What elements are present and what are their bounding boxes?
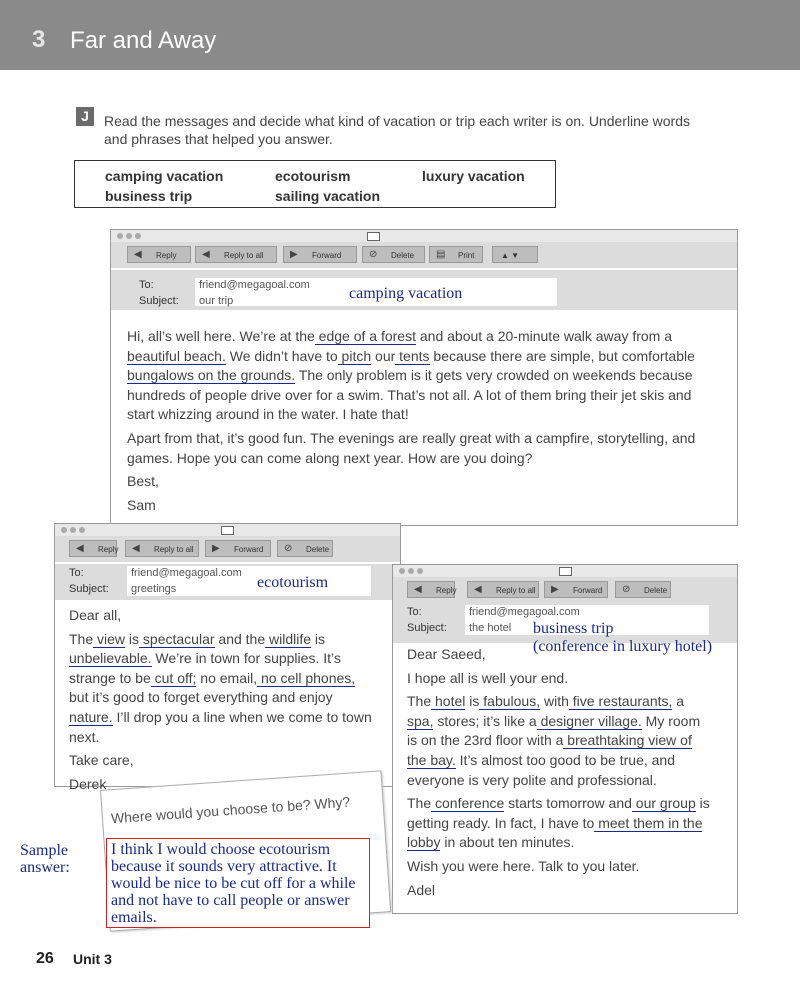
window-dot-icon — [79, 527, 85, 533]
delete-button[interactable]: ⊘ Delete — [615, 581, 671, 598]
subject-value: the hotel — [469, 622, 512, 634]
handwritten-answer-line2: (conference in luxury hotel) — [533, 638, 713, 655]
email-window-sam — [110, 229, 738, 526]
unit-number: 3 — [32, 26, 46, 53]
word-luxury-vacation: luxury vacation — [422, 168, 525, 184]
delete-button[interactable]: ⊘ Delete — [277, 540, 333, 557]
envelope-icon — [221, 526, 234, 535]
signature: Sam — [127, 496, 156, 513]
subject-label: Subject: — [139, 295, 179, 307]
delete-icon: ⊘ — [284, 543, 293, 554]
to-value: friend@megagoal.com — [131, 567, 242, 579]
forward-icon: ▶ — [290, 249, 298, 260]
sample-answer-label: Sample answer: — [20, 842, 70, 876]
email-toolbar — [111, 242, 737, 268]
delete-icon: ⊘ — [369, 249, 378, 260]
to-value: friend@megagoal.com — [199, 279, 310, 291]
email-toolbar — [55, 536, 400, 562]
email-body — [69, 606, 375, 798]
reply-icon: ◀ — [76, 543, 84, 554]
delete-icon: ⊘ — [622, 584, 631, 595]
body-paragraph: Wish you were here. Talk to you later. — [407, 857, 640, 874]
word-business-trip: business trip — [105, 188, 193, 204]
reply-all-icon: ◀ — [132, 543, 140, 554]
to-label: To: — [139, 279, 154, 291]
word-ecotourism: ecotourism — [275, 168, 351, 184]
subject-label: Subject: — [69, 583, 109, 595]
word-camping-vacation: camping vacation — [105, 168, 224, 184]
reply-all-button[interactable]: ◀ Reply to all — [195, 246, 277, 263]
delete-button[interactable]: ⊘ Delete — [362, 246, 425, 263]
to-label: To: — [69, 567, 84, 579]
reply-icon: ◀ — [414, 584, 422, 595]
question-text: Where would you choose to be? Why? — [110, 793, 351, 827]
email-body — [407, 645, 713, 904]
unit-title: Far and Away — [70, 27, 217, 54]
window-dot-icon — [408, 568, 414, 574]
body-paragraph: The view is spectacular and the wildlife is unbelievable. We’re in town for supplies. It’s strange to be cut off; no email, no cell phones, but it’s good to forget everything and enjoy nature. I’ll drop you a line when we come to town next. — [69, 630, 372, 745]
body-paragraph: Hi, all’s well here. We’re at the edge of a forest and about a 20-minute walk away from a beautiful beach. We didn’t have to pitch our tents because there are simple, but comfortable bungalows on the grounds. The only problem is it gets very crowded on weekends because hundreds of people drive over for a swim. That’s not all. A lot of them bring their jet skis and start whizzing around in the water. I hate that! — [127, 328, 695, 423]
exercise-instruction: Read the messages and decide what kind of vacation or trip each writer is on. Underline words and phrases that helped you answer. — [104, 113, 690, 147]
window-dot-icon — [61, 527, 67, 533]
envelope-icon — [559, 567, 572, 576]
window-dot-icon — [399, 568, 405, 574]
body-paragraph: The hotel is fabulous, with five restaurants, a spa, stores; it’s like a designer village. My room is on the 23rd floor with a breathtaking view of the bay. It’s almost too good to be true, and everyone is very polite and professional. — [407, 693, 701, 788]
subject-label: Subject: — [407, 622, 447, 634]
closing: Take care, — [69, 752, 134, 769]
email-toolbar — [393, 577, 737, 603]
body-paragraph: The conference starts tomorrow and our group is getting ready. In fact, I have to meet them in the lobby in about ten minutes. — [407, 795, 710, 851]
print-button[interactable]: ▤ Print — [429, 246, 483, 263]
sample-answer-text: I think I would choose ecotourism because it sounds very attractive. It would be nice to be cut off for a while and not have to call people or answer emails. — [111, 841, 356, 926]
forward-icon: ▶ — [551, 584, 559, 595]
reply-all-icon: ◀ — [202, 249, 210, 260]
footer-unit-label: Unit 3 — [73, 951, 112, 967]
reply-all-icon: ◀ — [474, 584, 482, 595]
handwritten-answer: ecotourism — [257, 574, 329, 591]
email-body — [127, 327, 717, 519]
forward-button[interactable]: ▶ Forward — [544, 581, 608, 598]
handwritten-answer-line1: business trip — [533, 620, 614, 637]
email-window-derek — [54, 523, 401, 792]
to-label: To: — [407, 606, 422, 618]
reply-icon: ◀ — [134, 249, 142, 260]
word-box — [74, 160, 556, 208]
arrow-up-down-icon: ▲ ▼ — [501, 251, 520, 260]
signature: Derek — [69, 775, 107, 792]
reply-button[interactable]: ◀ Reply — [127, 246, 191, 263]
word-sailing-vacation: sailing vacation — [275, 188, 381, 204]
print-icon: ▤ — [436, 249, 446, 260]
to-value: friend@megagoal.com — [469, 606, 580, 618]
greeting: Dear Saeed, — [407, 646, 486, 662]
envelope-icon — [367, 232, 380, 241]
closing: Best, — [127, 473, 159, 490]
forward-icon: ▶ — [212, 543, 220, 554]
email-header — [55, 564, 400, 600]
forward-button[interactable]: ▶ Forward — [283, 246, 357, 263]
handwritten-answer: camping vacation — [349, 285, 463, 302]
body-paragraph: Apart from that, it’s good fun. The evenings are really great with a campfire, storytelling, and games. Hope you can come along next year. How are you doing? — [127, 429, 696, 466]
window-dot-icon — [126, 233, 132, 239]
reply-button[interactable]: ◀ Reply — [69, 540, 117, 557]
sample-answer-box — [106, 838, 370, 928]
signature: Adel — [407, 881, 436, 898]
reply-button[interactable]: ◀ Reply — [407, 581, 455, 598]
forward-button[interactable]: ▶ Forward — [205, 540, 271, 557]
subject-value: our trip — [199, 295, 234, 307]
window-dot-icon — [417, 568, 423, 574]
up-down-arrows-button[interactable] — [492, 246, 538, 263]
window-dot-icon — [117, 233, 123, 239]
page-number: 26 — [36, 950, 54, 967]
body-paragraph: I hope all is well your end. — [407, 669, 569, 686]
email-window-adel — [392, 564, 738, 914]
subject-value: greetings — [131, 583, 177, 595]
reply-all-button[interactable]: ◀ Reply to all — [125, 540, 199, 557]
greeting: Dear all, — [69, 607, 122, 623]
exercise-label: J — [76, 107, 94, 126]
window-dot-icon — [135, 233, 141, 239]
window-dot-icon — [70, 527, 76, 533]
reply-all-button[interactable]: ◀ Reply to all — [467, 581, 539, 598]
